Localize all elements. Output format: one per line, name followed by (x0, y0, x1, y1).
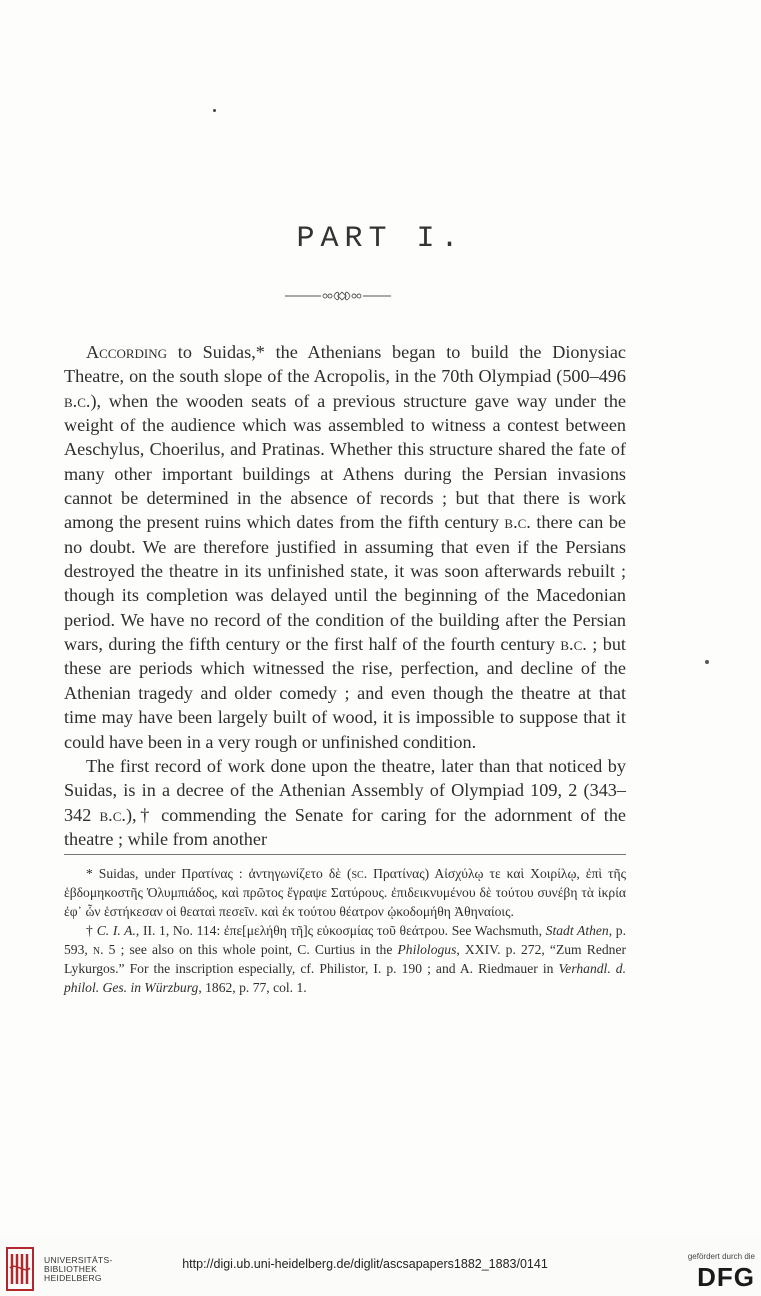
paragraph-1: According to Suidas,* the Athenians began to build the Dionysiac Theatre, on the south slope of the Acropolis, in the 70th Olympiad (500–496 b.c.), when the wooden seats of a previous structure gave way under the weight of the audience which was assembled to witness a contest between Aeschylus, Choerilus, and Pratinas. Whether this structure shared the fate of many other important buildings at Athens during the Persian invasions cannot be determined in the absence of records ; but that there is work among the present ruins which dates from the fifth century b.c. there can be no doubt. We are therefore justified in assuming that even if the Persians destroyed the theatre in its unfinished state, it was soon afterwards rebuilt ; though its completion was delayed until the beginning of the Macedonian period. We have no record of the condition of the building after the Persian wars, during the fifth century or the first half of the fourth century b.c. ; but these are periods which witnessed the rise, perfection, and decline of the Athenian tragedy and older comedy ; and even though the theatre at that time may have been largely built of wood, it is impossible to suppose that it could have been in a very rough or unfinished condition. (64, 342, 626, 752)
ornament-divider-icon (285, 290, 391, 302)
drop-lead-word: According (86, 342, 168, 362)
library-name: UNIVERSITÄTS- BIBLIOTHEK HEIDELBERG (44, 1255, 113, 1283)
university-library-logo-icon (6, 1246, 34, 1292)
ink-speck (213, 109, 216, 112)
body-text (64, 340, 626, 851)
footnote-2: † C. I. A., II. 1, No. 114: ἐπε[μελήθη τῆ]ς εὐκοσμίας τοῦ θεάτρου. See Wachsmuth, Stadt Athen, p. 593, n. 5 ; see also on this whole point, C. Curtius in the Philologus, XXIV. p. 272, “Zum Redner Lykurgos.” For the inscription especially, cf. Philistor, I. p. 190 ; and A. Riedmauer in Verhandl. d. philol. Ges. in Würzburg, 1862, p. 77, col. 1. (64, 923, 627, 995)
funding-note: gefördert durch die (687, 1252, 755, 1261)
footnote-divider (64, 854, 626, 855)
ink-speck (705, 660, 709, 664)
footnotes (64, 864, 626, 997)
paragraph-2: The first record of work done upon the theatre, later than that noticed by Suidas, is in a decree of the Athenian Assembly of Olympiad 109, 2 (343–342 b.c.),† commending the Senate for caring for the adornment of the theatre ; while from another (64, 755, 627, 849)
page-heading: PART I. (296, 222, 465, 256)
footnote-1: * Suidas, under Πρατίνας : ἀντηγωνίζετο δὲ (sc. Πρατίνας) Αἰσχύλῳ τε καὶ Χοιρίλῳ, ἐπὶ τῆς ἑβδομηκοστῆς Ὀλυμπιάδος, καὶ πρῶτος ἔγραψε Σατύρους. ἐπιδεικνυμένου δὲ τούτου συνέβη τὰ ἰκρία ἐφ᾽ ὧν ἑστήκεσαν οἱ θεαταὶ πεσεῖν. καὶ ἐκ τούτου θέατρον ᾠκοδομήθη Ἀθηναίοις. (64, 866, 626, 919)
permalink-url[interactable]: http://digi.ub.uni-heidelberg.de/diglit/ascsapapers1882_1883/0141 (182, 1257, 548, 1271)
dfg-logo: DFG (697, 1262, 755, 1292)
